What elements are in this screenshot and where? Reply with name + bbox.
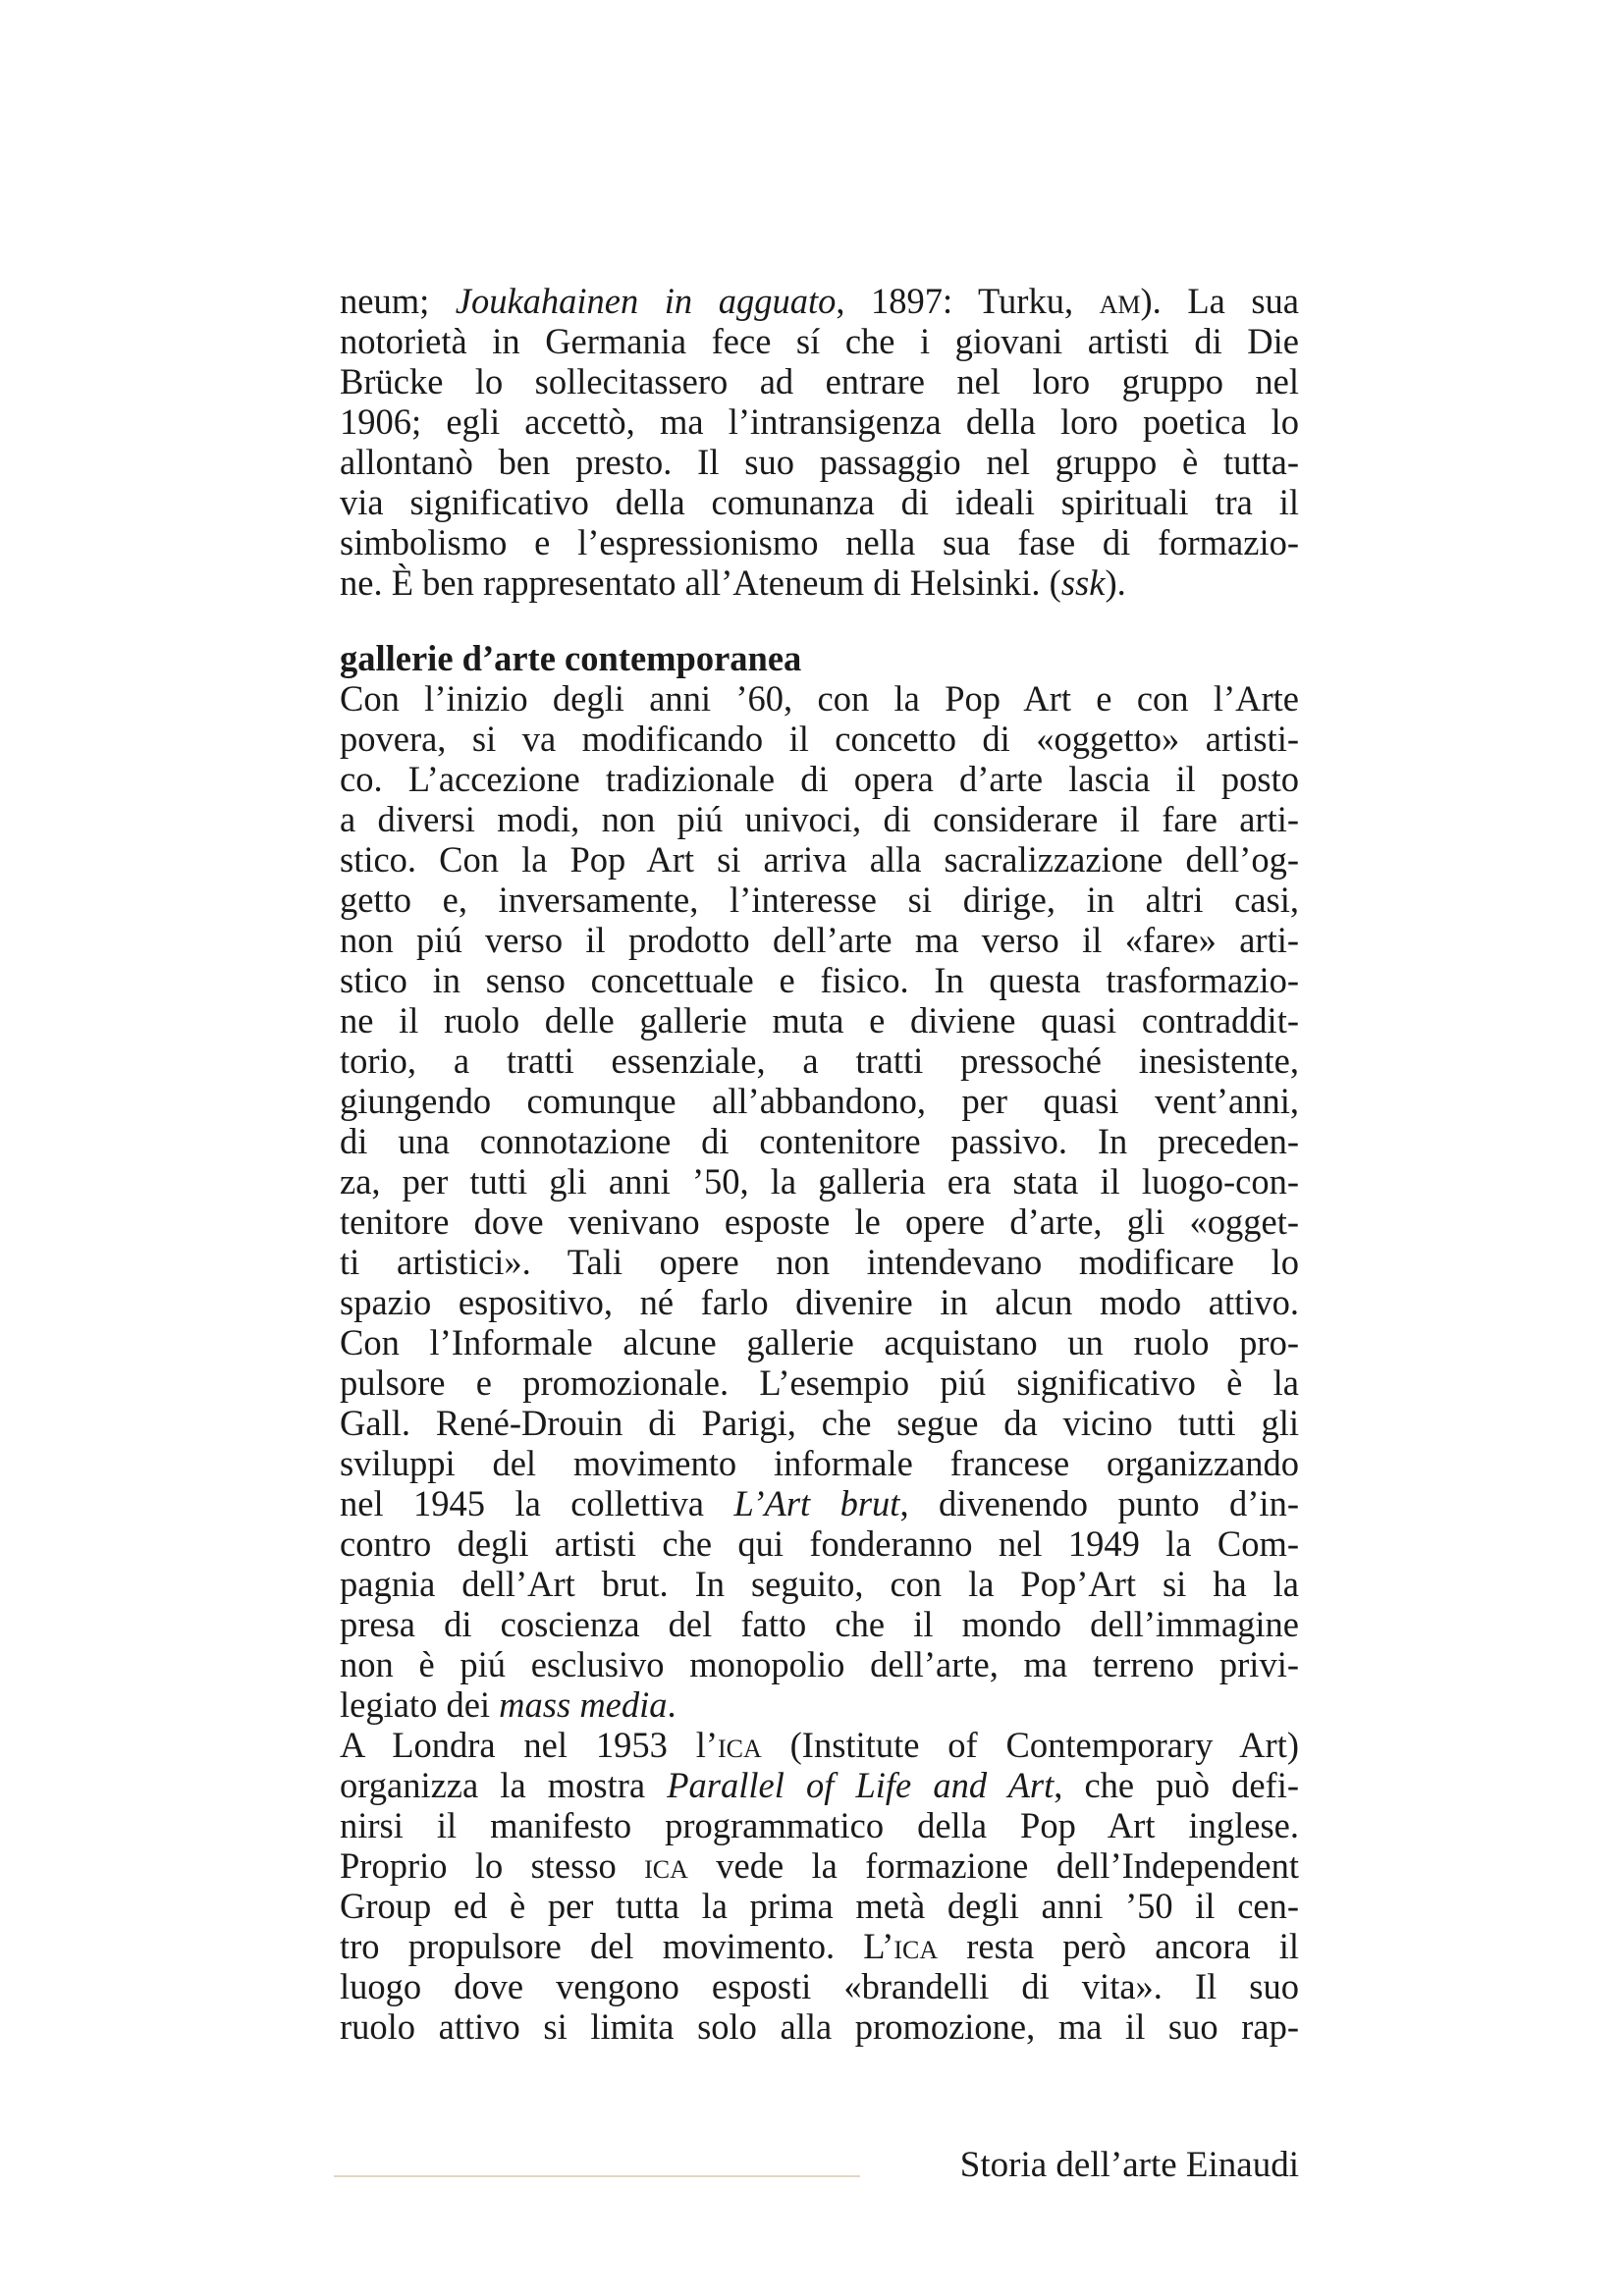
text-line: tenitore dove venivano esposte le opere d’arte, gli «ogget- [340, 1201, 1299, 1242]
text-line: Group ed è per tutta la prima metà degli anni ’50 il cen- [340, 1886, 1299, 1926]
italic-title: Parallel of Life and Art [667, 1765, 1055, 1805]
italic-title: Joukahainen in agguato [455, 281, 837, 321]
text-line: non è piú esclusivo monopolio dell’arte, ma terreno privi- [340, 1644, 1299, 1684]
text-line: sviluppi del movimento informale francese organizzando [340, 1443, 1299, 1483]
text-line: nirsi il manifesto programmatico della Pop Art inglese. [340, 1805, 1299, 1845]
text-line: contro degli artisti che qui fonderanno nel 1949 la Com- [340, 1523, 1299, 1564]
text-line: simbolismo e l’espressionismo nella sua fase di formazio- [340, 522, 1299, 562]
text-line: nel 1945 la collettiva L’Art brut, divenendo punto d’in- [340, 1483, 1299, 1523]
entry-continued-text [340, 281, 1299, 603]
text-line: getto e, inversamente, l’interesse si dirige, in altri casi, [340, 880, 1299, 920]
text-line: Con l’Informale alcune gallerie acquistano un ruolo pro- [340, 1322, 1299, 1362]
text-line: Con l’inizio degli anni ’60, con la Pop Art e con l’Arte [340, 678, 1299, 719]
text-line: tro propulsore del movimento. L’ica resta però ancora il [340, 1926, 1299, 1966]
entry-text [340, 678, 1299, 2047]
text-line: stico in senso concettuale e fisico. In questa trasformazio- [340, 960, 1299, 1000]
text-line: neum; Joukahainen in agguato, 1897: Turku, am). La sua [340, 281, 1300, 321]
entry-heading: gallerie d’arte contemporanea [340, 638, 802, 678]
page-footer [334, 2143, 1299, 2192]
text-line: luogo dove vengono esposti «brandelli di vita». Il suo [340, 1966, 1299, 2006]
text-line: giungendo comunque all’abbandono, per quasi vent’anni, [340, 1081, 1299, 1121]
footer-title: Storia dell’arte Einaudi [959, 2145, 1299, 2185]
footer-rule [334, 2175, 860, 2177]
text-line: non piú verso il prodotto dell’arte ma verso il «fare» arti- [340, 920, 1299, 960]
italic-title: ssk [1060, 562, 1106, 603]
text-line: Brücke lo sollecitassero ad entrare nel loro gruppo nel [340, 361, 1299, 401]
text-line: ruolo attivo si limita solo alla promozione, ma il suo rap- [340, 2006, 1299, 2047]
text-line: via significativo della comunanza di ideali spirituali tra il [340, 482, 1299, 522]
text-line: Gall. René-Drouin di Parigi, che segue da vicino tutti gli [340, 1403, 1299, 1443]
italic-title: mass media [499, 1684, 668, 1725]
text-line: a diversi modi, non piú univoci, di considerare il fare arti- [340, 799, 1299, 839]
text-line: povera, si va modificando il concetto di «oggetto» artisti- [340, 719, 1299, 759]
text-line: stico. Con la Pop Art si arriva alla sacralizzazione dell’og- [340, 839, 1299, 880]
text-line: co. L’accezione tradizionale di opera d’arte lascia il posto [340, 759, 1299, 799]
text-line: pagnia dell’Art brut. In seguito, con la Pop’Art si ha la [340, 1564, 1299, 1604]
text-line: notorietà in Germania fece sí che i giovani artisti di Die [340, 321, 1299, 361]
text-line: spazio espositivo, né farlo divenire in alcun modo attivo. [340, 1282, 1299, 1322]
text-line: di una connotazione di contenitore passivo. In preceden- [340, 1121, 1299, 1161]
text-line: Proprio lo stesso ica vede la formazione dell’Independent [340, 1845, 1299, 1886]
small-caps-abbr: ica [893, 1926, 939, 1966]
text-line: A Londra nel 1953 l’ica (Institute of Contemporary Art) [340, 1725, 1299, 1765]
small-caps-abbr: am [1099, 281, 1141, 321]
text-line: torio, a tratti essenziale, a tratti pressoché inesistente, [340, 1041, 1299, 1081]
text-line: za, per tutti gli anni ’50, la galleria era stata il luogo-con- [340, 1161, 1299, 1201]
text-line: allontanò ben presto. Il suo passaggio nel gruppo è tutta- [340, 442, 1299, 482]
page-body [340, 281, 1299, 2047]
small-caps-abbr: ica [718, 1725, 762, 1765]
small-caps-abbr: ica [644, 1845, 688, 1886]
text-line: presa di coscienza del fatto che il mondo dell’immagine [340, 1604, 1299, 1644]
text-line: ne. È ben rappresentato all’Ateneum di Helsinki. (ssk). [340, 562, 1126, 603]
italic-title: L’Art brut [733, 1483, 900, 1523]
text-line: ti artistici». Tali opere non intendevano modificare lo [340, 1242, 1299, 1282]
text-line: ne il ruolo delle gallerie muta e diviene quasi contraddit- [340, 1000, 1299, 1041]
text-line: 1906; egli accettò, ma l’intransigenza della loro poetica lo [340, 401, 1299, 442]
text-line: organizza la mostra Parallel of Life and Art, che può defi- [340, 1765, 1299, 1805]
text-line: pulsore e promozionale. L’esempio piú significativo è la [340, 1362, 1299, 1403]
text-line: legiato dei mass media. [340, 1684, 676, 1725]
